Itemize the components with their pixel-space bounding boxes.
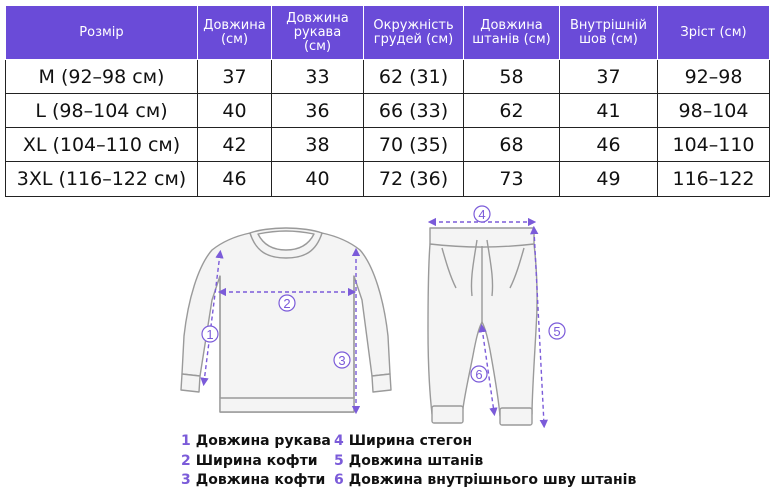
left-ankle-cuff <box>432 406 463 423</box>
cell-inseam: 46 <box>560 128 658 162</box>
cell-chest: 72 (36) <box>364 162 464 197</box>
header-sleeve-length: Довжина рукава (см) <box>272 6 364 60</box>
cell-height: 98–104 <box>658 94 770 128</box>
legend-item: 3 Довжина кофти <box>181 472 326 488</box>
cell-chest: 66 (33) <box>364 94 464 128</box>
cell-inseam: 41 <box>560 94 658 128</box>
cell-pants-length: 58 <box>464 60 560 94</box>
header-size: Розмір <box>6 6 198 60</box>
marker-5-label: 5 <box>553 324 561 339</box>
legend-item: 4 Ширина стегон <box>334 433 473 449</box>
cell-height: 104–110 <box>658 128 770 162</box>
right-ankle-cuff <box>500 408 532 425</box>
cell-size: 3XL (116–122 см) <box>6 162 198 197</box>
cell-chest: 62 (31) <box>364 60 464 94</box>
marker-3-label: 3 <box>338 353 346 368</box>
cell-size: M (92–98 см) <box>6 60 198 94</box>
cell-sleeve-length: 40 <box>272 162 364 197</box>
cell-size: L (98–104 см) <box>6 94 198 128</box>
cell-inseam: 49 <box>560 162 658 197</box>
header-height: Зріст (см) <box>658 6 770 60</box>
pants-illustration <box>428 228 537 425</box>
cell-length: 42 <box>198 128 272 162</box>
marker-2-label: 2 <box>283 296 291 311</box>
cell-height: 116–122 <box>658 162 770 197</box>
marker-6-label: 6 <box>475 367 483 382</box>
sweatshirt-waistband <box>220 398 354 412</box>
header-inseam: Внутрішній шов (см) <box>560 6 658 60</box>
cell-length: 40 <box>198 94 272 128</box>
cell-height: 92–98 <box>658 60 770 94</box>
cell-sleeve-length: 36 <box>272 94 364 128</box>
cell-pants-length: 68 <box>464 128 560 162</box>
cell-pants-length: 62 <box>464 94 560 128</box>
cell-chest: 70 (35) <box>364 128 464 162</box>
left-cuff <box>181 374 200 392</box>
marker-4-label: 4 <box>478 207 486 222</box>
legend-item: 6 Довжина внутрішнього шву штанів <box>334 472 637 488</box>
header-pants-length: Довжина штанів (см) <box>464 6 560 60</box>
cell-sleeve-length: 33 <box>272 60 364 94</box>
legend-item: 2 Ширина кофти <box>181 453 318 469</box>
cell-length: 46 <box>198 162 272 197</box>
header-length: Довжина (см) <box>198 6 272 60</box>
sweatshirt-body <box>182 233 390 412</box>
marker-1-label: 1 <box>206 327 214 342</box>
legend-item: 5 Довжина штанів <box>334 453 484 469</box>
header-chest: Окружність грудей (см) <box>364 6 464 60</box>
cell-sleeve-length: 38 <box>272 128 364 162</box>
cell-size: XL (104–110 см) <box>6 128 198 162</box>
right-cuff <box>372 374 391 392</box>
cell-length: 37 <box>198 60 272 94</box>
cell-inseam: 37 <box>560 60 658 94</box>
pants-waistband <box>430 228 534 247</box>
cell-pants-length: 73 <box>464 162 560 197</box>
sweatshirt-illustration <box>181 228 391 412</box>
legend-item: 1 Довжина рукава <box>181 433 331 449</box>
